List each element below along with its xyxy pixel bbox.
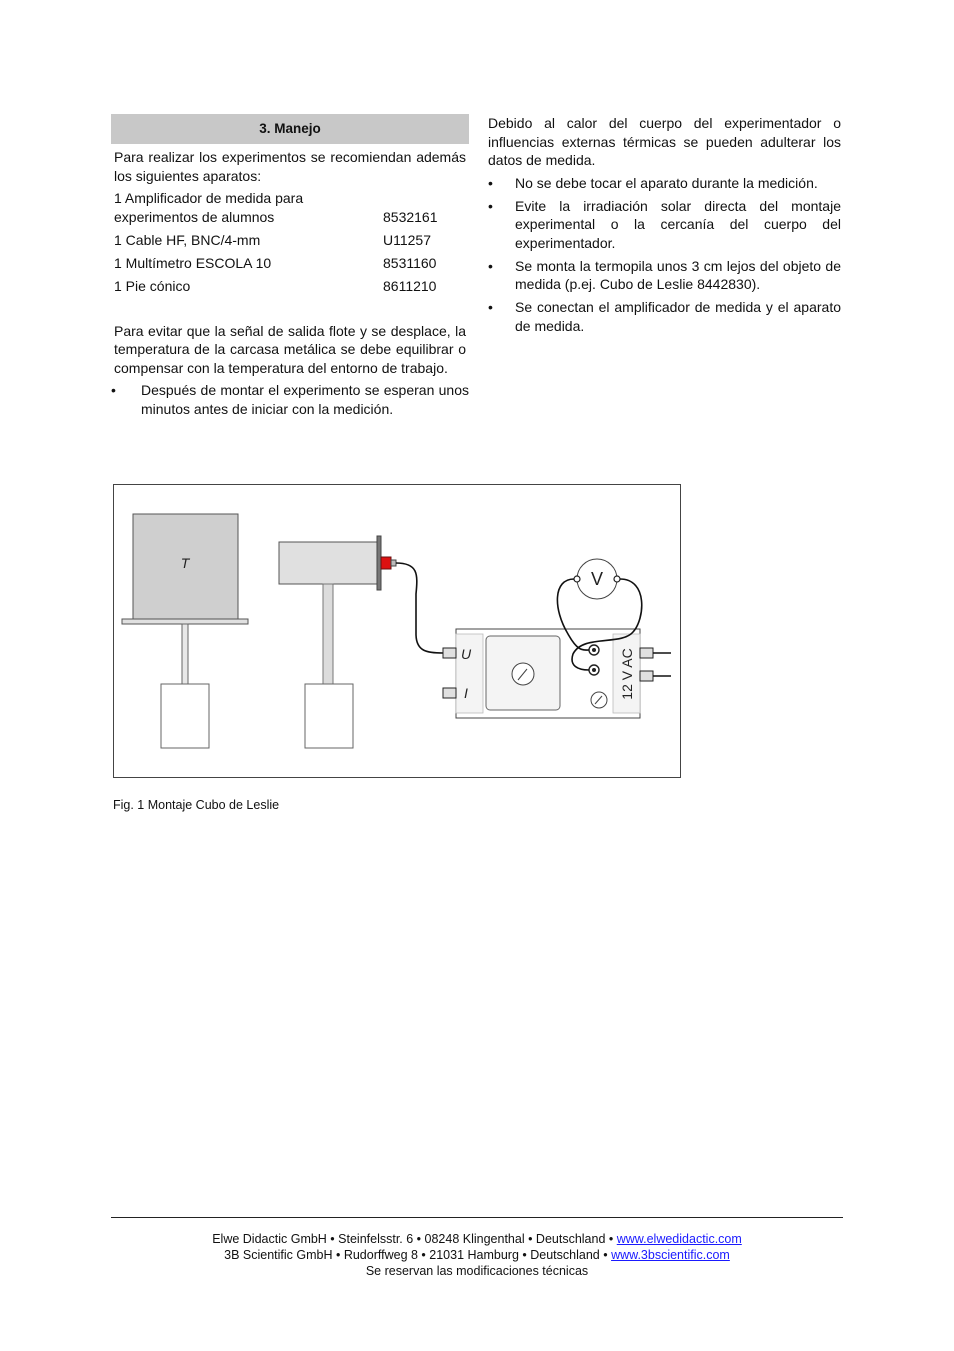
equipment-code: U11257 xyxy=(383,231,432,248)
bullet-item: • Evite la irradiación solar directa del montaje experimental o la cercanía del cuerpo del experimentador. xyxy=(488,197,841,253)
equipment-row xyxy=(114,231,453,250)
equipment-name: 1 Amplificador de medida para experimentos de alumnos xyxy=(114,190,304,225)
figure-caption: Fig. 1 Montaje Cubo de Leslie xyxy=(113,798,280,812)
equipment-row xyxy=(114,189,453,226)
equipment-name: 1 Cable HF, BNC/4-mm xyxy=(114,231,261,248)
input-label-i: I xyxy=(464,685,468,701)
bullet-item: • Después de montar el experimento se esperan unos minutos antes de iniciar con la medición. xyxy=(111,381,469,418)
bullet-item: • Se conectan el amplificador de medida y el aparato de medida. xyxy=(488,298,841,335)
footer-note: Se reservan las modificaciones técnicas xyxy=(365,1264,589,1278)
elwe-website-link[interactable]: www.elwedidactic.com xyxy=(616,1232,742,1246)
right-column xyxy=(488,114,841,340)
section-heading: 3. Manejo xyxy=(111,114,469,144)
voltmeter-label: V xyxy=(590,569,604,589)
temperature-paragraph: Para evitar que la señal de salida flote y se desplace, la temperatura de la carcasa metálica se debe equilibrar o compensar con la temperatura del entorno de trabajo. xyxy=(114,322,466,376)
footer-address-3b: 3B Scientific GmbH • Rudorffweg 8 • 21031 Hamburg • Deutschland • xyxy=(224,1248,612,1262)
equipment-list xyxy=(114,189,453,295)
3b-website-link[interactable]: www.3bscientific.com xyxy=(611,1248,730,1262)
bullet-item: • No se debe tocar el aparato durante la medición. xyxy=(488,174,841,193)
left-column xyxy=(111,114,469,423)
equipment-row xyxy=(114,277,453,296)
bullet-item: • Se monta la termopila unos 3 cm lejos del objeto de medida (p.ej. Cubo de Leslie 8442830). xyxy=(488,257,841,294)
equipment-row xyxy=(114,254,453,273)
footer-line-2 xyxy=(111,1247,843,1263)
footer xyxy=(111,1231,843,1279)
right-bullet-list xyxy=(488,174,841,336)
equipment-name: 1 Multímetro ESCOLA 10 xyxy=(114,254,272,271)
equipment-name: 1 Pie cónico xyxy=(114,277,191,294)
equipment-code: 8611210 xyxy=(383,277,437,294)
footer-divider xyxy=(111,1217,843,1218)
power-label: 12 V AC xyxy=(619,648,635,700)
equipment-code: 8531160 xyxy=(383,254,437,271)
intro-paragraph: Para realizar los experimentos se recomiendan además los siguientes aparatos: xyxy=(114,149,466,184)
heat-paragraph: Debido al calor del cuerpo del experimentador o influencias externas térmicas se pueden adulterar los datos de medida. xyxy=(488,115,841,168)
input-label-u: U xyxy=(460,646,472,662)
footer-line-1 xyxy=(111,1231,843,1247)
setup-diagram xyxy=(113,484,681,778)
footer-address-elwe: Elwe Didactic GmbH • Steinfelsstr. 6 • 08248 Klingenthal • Deutschland • xyxy=(212,1232,617,1246)
equipment-code: 8532161 xyxy=(383,208,438,225)
cube-label-t: T xyxy=(180,555,190,571)
left-bullet-list xyxy=(111,381,469,418)
measurement-amplifier xyxy=(443,629,671,718)
